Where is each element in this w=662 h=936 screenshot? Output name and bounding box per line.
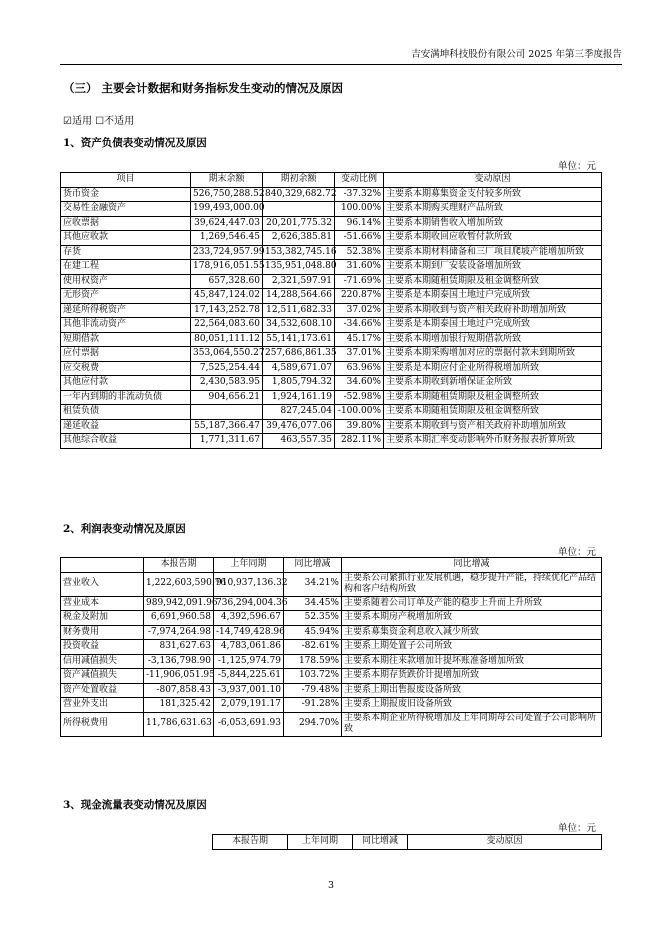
table-cell: -3,136,798.90: [144, 654, 214, 669]
table-cell: 63.96%: [335, 361, 384, 376]
table-cell: 1,269,546.45: [191, 231, 263, 246]
table-cell: 主要系本期增加银行短期借款所致: [384, 332, 602, 347]
table-cell: 52.35%: [284, 611, 342, 626]
table-cell: 主要系本期随租赁期限及租金调整所致: [384, 390, 602, 405]
table-cell: 233,724,957.99: [191, 245, 263, 260]
table-cell: 39.80%: [335, 419, 384, 434]
table-cell: -79.48%: [284, 683, 342, 698]
table-cell: 840,329,682.72: [263, 187, 335, 202]
table-cell: 20,201,775.32: [263, 216, 335, 231]
table-cell: 1,924,161.19: [263, 390, 335, 405]
table-cell: 96.14%: [335, 216, 384, 231]
table-row: [61, 231, 602, 246]
table-cell: 递延收益: [61, 419, 191, 434]
table-cell: 主要系本期存货跌价计提增加所致: [342, 669, 602, 684]
table-cell: 80,051,111.12: [191, 332, 263, 347]
table-cell: -3,937,001.10: [214, 683, 284, 698]
table-cell: -5,844,225.61: [214, 669, 284, 684]
table-cell: 税金及附加: [61, 611, 144, 626]
table-cell: 257,686,861.35: [263, 347, 335, 362]
table-cell: 526,750,288.52: [191, 187, 263, 202]
table-cell: 22,564,083.60: [191, 318, 263, 333]
table-cell: 应付票据: [61, 347, 191, 362]
table-cell: 其他应收款: [61, 231, 191, 246]
report-header: 吉安满坤科技股份有限公司 2025 年第三季度报告: [411, 49, 622, 60]
table-cell: -6,053,691.93: [214, 712, 284, 736]
table-cell: 主要系本期收到新增保证金所致: [384, 376, 602, 391]
table-row: [61, 625, 602, 640]
applicable-checkbox-line: ☑适用 ☐不适用: [63, 116, 135, 127]
table-cell: 主要系本期收到与资产相关政府补助增加所致: [384, 303, 602, 318]
column-header: 上年同期: [288, 835, 353, 850]
table-row: [61, 376, 602, 391]
table-cell: 租赁负债: [61, 405, 191, 420]
table-cell: 220.87%: [335, 289, 384, 304]
table-row: [61, 419, 602, 434]
table-cell: -82.61%: [284, 640, 342, 655]
table-cell: 主要系募集资金利息收入减少所致: [342, 625, 602, 640]
table-cell: 1,771,311.67: [191, 434, 263, 449]
table-cell: 主要系本期汇率变动影响外币财务报表折算所致: [384, 434, 602, 449]
table-row: [61, 405, 602, 420]
table-cell: 一年内到期的非流动负债: [61, 390, 191, 405]
table-cell: 财务费用: [61, 625, 144, 640]
table-cell: [263, 202, 335, 217]
table-cell: 199,493,000.00: [191, 202, 263, 217]
table-row: [61, 361, 602, 376]
table-cell: 11,786,631.63: [144, 712, 214, 736]
table-cell: -71.69%: [335, 274, 384, 289]
table-row: [61, 712, 602, 736]
table-cell: -807,858.43: [144, 683, 214, 698]
table-cell: 投资收益: [61, 640, 144, 655]
table-cell: 主要系本期随租赁期限及租金调整所致: [384, 405, 602, 420]
table-cell: -34.66%: [335, 318, 384, 333]
column-header: 同比增减: [353, 835, 408, 850]
table-cell: 14,288,564.66: [263, 289, 335, 304]
table-cell: 货币资金: [61, 187, 191, 202]
table-cell: 827,245.04: [263, 405, 335, 420]
table-cell: 463,557.35: [263, 434, 335, 449]
page-number: 3: [327, 880, 335, 891]
column-header: 变动比例: [335, 173, 384, 188]
table-cell: 736,294,004.36: [214, 596, 284, 611]
table-row: [61, 318, 602, 333]
table-cell: 39,476,077.06: [263, 419, 335, 434]
table-cell: 交易性金融资产: [61, 202, 191, 217]
table-cell: -51.66%: [335, 231, 384, 246]
table-cell: 45.94%: [284, 625, 342, 640]
cashflow-unit: 单位：元: [557, 823, 596, 834]
table-cell: 55,187,366.47: [191, 419, 263, 434]
table-cell: 45,847,124.02: [191, 289, 263, 304]
table-cell: 主要系本期收到与资产相关政府补助增加所致: [384, 419, 602, 434]
table-cell: 主要系本期采购增加对应的票据付款未到期所致: [384, 347, 602, 362]
table-cell: 17,143,252.78: [191, 303, 263, 318]
table-cell: 主要系本期房产税增加所致: [342, 611, 602, 626]
table-cell: 6,691,960.58: [144, 611, 214, 626]
table-cell: 主要系本期企业所得税增加及上年同期母公司处置子公司影响所致: [342, 712, 602, 736]
table-cell: 主要系是本期泰国土地过户完成所致: [384, 318, 602, 333]
table-cell: 178,916,051.55: [191, 260, 263, 275]
table-cell: -1,125,974.79: [214, 654, 284, 669]
table-cell: -91.28%: [284, 698, 342, 713]
table-cell: 2,321,597.91: [263, 274, 335, 289]
table-row: [61, 611, 602, 626]
table-row: [61, 187, 602, 202]
table-row: [61, 245, 602, 260]
table-cell: 2,430,583.95: [191, 376, 263, 391]
table-cell: 831,627.63: [144, 640, 214, 655]
table-cell: 989,942,091.96: [144, 596, 214, 611]
table-cell: 4,392,596.67: [214, 611, 284, 626]
table-cell: 无形资产: [61, 289, 191, 304]
table-cell: 34.21%: [284, 572, 342, 596]
table-row: [61, 289, 602, 304]
table-cell: 100.00%: [335, 202, 384, 217]
table-cell: 主要系本期随租赁期限及租金调整所致: [384, 274, 602, 289]
table-cell: -52.98%: [335, 390, 384, 405]
table-row: [61, 596, 602, 611]
table-cell: 主要系本期往来款增加计提坏账准备增加所致: [342, 654, 602, 669]
table-cell: 主要系随着公司订单及产能的稳步上升而上升所致: [342, 596, 602, 611]
table-cell: 主要系上期报废旧设备所致: [342, 698, 602, 713]
balance-sheet-title: 1、资产负债表变动情况及原因: [63, 137, 207, 149]
table-cell: 1,222,603,590.76: [144, 572, 214, 596]
table-cell: 7,525,254.44: [191, 361, 263, 376]
table-cell: 294.70%: [284, 712, 342, 736]
table-cell: 135,951,048.80: [263, 260, 335, 275]
column-header: 上年同期: [214, 558, 284, 573]
table-cell: 主要系公司紧抓行业发展机遇，稳步提升产能，持续优化产品结构和客户结构所致: [342, 572, 602, 596]
table-row: [61, 260, 602, 275]
table-cell: 52.38%: [335, 245, 384, 260]
table-cell: 37.02%: [335, 303, 384, 318]
table-cell: 主要系是本期泰国土地过户完成所致: [384, 289, 602, 304]
table-cell: 153,382,745.16: [263, 245, 335, 260]
table-cell: 4,783,061.86: [214, 640, 284, 655]
income-unit: 单位：元: [557, 547, 596, 558]
table-cell: -100.00%: [335, 405, 384, 420]
table-row: [61, 347, 602, 362]
table-cell: 34,532,608.10: [263, 318, 335, 333]
cashflow-table: [212, 834, 602, 850]
table-cell: 存货: [61, 245, 191, 260]
table-cell: -37.32%: [335, 187, 384, 202]
cashflow-title: 3、现金流量表变动情况及原因: [63, 799, 207, 811]
table-cell: 178.59%: [284, 654, 342, 669]
table-cell: 12,511,682.33: [263, 303, 335, 318]
table-cell: 信用减值损失: [61, 654, 144, 669]
table-cell: 282.11%: [335, 434, 384, 449]
table-cell: 主要系本期到厂安装设备增加所致: [384, 260, 602, 275]
table-cell: 34.45%: [284, 596, 342, 611]
table-cell: 45.17%: [335, 332, 384, 347]
table-cell: 在建工程: [61, 260, 191, 275]
table-cell: 应收票据: [61, 216, 191, 231]
table-cell: 主要系本期材料储备和三厂项目爬坡产能增加所致: [384, 245, 602, 260]
table-cell: 39,624,447.03: [191, 216, 263, 231]
table-cell: 所得税费用: [61, 712, 144, 736]
table-row: [61, 274, 602, 289]
table-row: [61, 434, 602, 449]
section-title: （三） 主要会计数据和财务指标发生变动的情况及原因: [63, 81, 344, 95]
table-cell: 910,937,136.32: [214, 572, 284, 596]
table-cell: 资产处置收益: [61, 683, 144, 698]
table-cell: -11,906,051.95: [144, 669, 214, 684]
table-cell: 营业成本: [61, 596, 144, 611]
table-row: [61, 654, 602, 669]
column-header: 变动原因: [408, 835, 602, 850]
table-row: [61, 669, 602, 684]
table-cell: 资产减值损失: [61, 669, 144, 684]
table-cell: 2,079,191.17: [214, 698, 284, 713]
table-row: [61, 698, 602, 713]
table-cell: 使用权资产: [61, 274, 191, 289]
table-cell: 37.01%: [335, 347, 384, 362]
table-cell: 主要系本期销售收入增加所致: [384, 216, 602, 231]
table-row: [61, 640, 602, 655]
income-statement-table: [60, 557, 602, 737]
table-cell: 主要系上期处置子公司所致: [342, 640, 602, 655]
table-cell: 应交税费: [61, 361, 191, 376]
income-statement-title: 2、利润表变动情况及原因: [63, 523, 186, 535]
table-cell: 主要系本期购买理财产品所致: [384, 202, 602, 217]
table-cell: 657,328.60: [191, 274, 263, 289]
table-cell: -14,749,428.96: [214, 625, 284, 640]
table-cell: 353,064,550.27: [191, 347, 263, 362]
table-cell: 其他应付款: [61, 376, 191, 391]
column-header: 项目: [61, 173, 191, 188]
table-cell: 34.60%: [335, 376, 384, 391]
balance-unit: 单位：元: [557, 161, 596, 172]
column-header: [61, 558, 144, 573]
table-row: [61, 202, 602, 217]
table-cell: 递延所得税资产: [61, 303, 191, 318]
table-row: [61, 216, 602, 231]
column-header: 同比增减: [342, 558, 602, 573]
balance-sheet-table: [60, 172, 602, 449]
column-header: 本报告期: [144, 558, 214, 573]
table-cell: 904,656.21: [191, 390, 263, 405]
header-divider: [60, 64, 622, 65]
table-cell: 营业外支出: [61, 698, 144, 713]
table-cell: 2,626,385.81: [263, 231, 335, 246]
table-cell: 主要系是本期应付企业所得税增加所致: [384, 361, 602, 376]
table-cell: 营业收入: [61, 572, 144, 596]
table-cell: 4,589,671.07: [263, 361, 335, 376]
column-header: 本报告期: [213, 835, 288, 850]
table-cell: 181,325.42: [144, 698, 214, 713]
table-cell: 主要系本期募集资金支付较多所致: [384, 187, 602, 202]
table-cell: 1,805,794.32: [263, 376, 335, 391]
table-row: [61, 332, 602, 347]
table-row: [61, 303, 602, 318]
table-cell: 31.60%: [335, 260, 384, 275]
table-cell: 103.72%: [284, 669, 342, 684]
column-header: 期末余额: [191, 173, 263, 188]
column-header: 变动原因: [384, 173, 602, 188]
table-cell: 短期借款: [61, 332, 191, 347]
column-header: 期初余额: [263, 173, 335, 188]
table-cell: -7,974,264.98: [144, 625, 214, 640]
table-cell: 主要系本期收回应收暂付款所致: [384, 231, 602, 246]
table-row: [61, 572, 602, 596]
table-row: [61, 390, 602, 405]
table-cell: 其他综合收益: [61, 434, 191, 449]
table-cell: [191, 405, 263, 420]
table-cell: 其他非流动资产: [61, 318, 191, 333]
table-cell: 55,141,173.61: [263, 332, 335, 347]
table-cell: 主要系上期出售报废设备所致: [342, 683, 602, 698]
column-header: 同比增减: [284, 558, 342, 573]
table-row: [61, 683, 602, 698]
